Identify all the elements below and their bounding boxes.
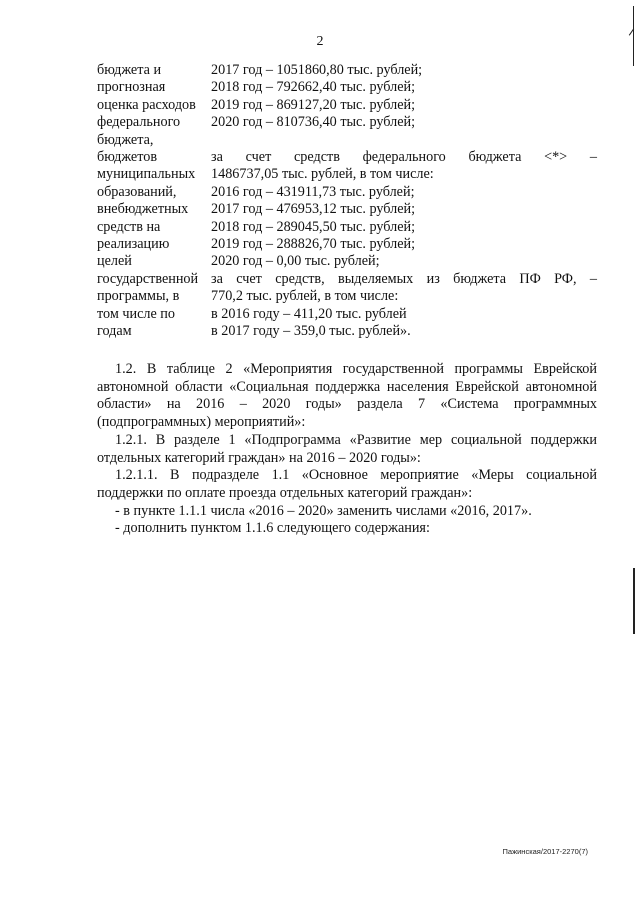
- budget-row-value: 2020 год – 810736,40 тыс. рублей;: [211, 114, 416, 131]
- budget-row: [97, 149, 597, 166]
- budget-row-label: средств на: [97, 218, 161, 235]
- paragraph-replace-numbers: - в пункте 1.1.1 числа «2016 – 2020» заменить числами «2016, 2017».: [115, 502, 532, 519]
- budget-row: [97, 323, 597, 340]
- budget-row-value: [211, 132, 597, 149]
- budget-row: [97, 236, 597, 253]
- paragraph-add-item: - дополнить пунктом 1.1.6 следующего содержания:: [115, 520, 430, 537]
- budget-row-value: 1486737,05 тыс. рублей, в том числе:: [211, 166, 434, 183]
- budget-row-value: 2017 год – 1051860,80 тыс. рублей;: [211, 62, 423, 78]
- budget-row-label: программы, в: [97, 288, 180, 305]
- budget-row-label: внебюджетных: [97, 201, 189, 218]
- budget-row: [97, 271, 597, 288]
- budget-row-label: целей: [97, 253, 132, 270]
- budget-row-value: в 2017 году – 359,0 тыс. рублей».: [211, 323, 411, 340]
- budget-row-label: реализацию: [97, 236, 170, 253]
- edge-mark-middle: [633, 568, 635, 634]
- budget-row: [97, 253, 597, 270]
- footer-code: Пажинская/2017-2270(7): [502, 847, 588, 856]
- budget-row-value: в 2016 году – 411,20 тыс. рублей: [211, 305, 407, 322]
- budget-row: [97, 166, 597, 183]
- budget-row-label: оценка расходов: [97, 96, 196, 113]
- paragraph-1-2: 1.2. В таблице 2 «Мероприятия государственной программы Еврейской автономной области «Социальная поддержка населения Еврейской автономной области» на 2016 – 2020 годы» раздела 7 «Система программных (подпрограммных) мероприятий»:: [97, 361, 597, 431]
- budget-row-label: муниципальных: [97, 166, 196, 183]
- budget-table: [97, 62, 597, 341]
- budget-row: [97, 97, 597, 114]
- budget-row: [97, 184, 597, 201]
- body-text: [97, 361, 597, 538]
- budget-row-label: годам: [97, 323, 132, 340]
- budget-row-label: бюджета и: [97, 62, 162, 78]
- budget-row: [97, 114, 597, 131]
- budget-row-value: за счет средств, выделяемых из бюджета ПФ РФ, –: [211, 270, 597, 287]
- budget-row: [97, 79, 597, 96]
- budget-row-value: 2019 год – 869127,20 тыс. рублей;: [211, 96, 416, 113]
- budget-row-value: 2018 год – 792662,40 тыс. рублей;: [211, 79, 416, 96]
- budget-row: [97, 62, 597, 79]
- paragraph-1-2-1: 1.2.1. В разделе 1 «Подпрограмма «Развитие мер социальной поддержки отдельных категорий граждан» на 2016 – 2020 годы»:: [97, 431, 597, 466]
- budget-row-label: государственной: [97, 270, 199, 287]
- budget-row-value: 2017 год – 476953,12 тыс. рублей;: [211, 201, 416, 218]
- budget-row-label: бюджетов: [97, 149, 158, 166]
- budget-row-value: 770,2 тыс. рублей, в том числе:: [211, 288, 399, 305]
- budget-row-value: 2020 год – 0,00 тыс. рублей;: [211, 253, 380, 270]
- budget-row: [97, 288, 597, 305]
- budget-row-value: за счет средств федерального бюджета <*> –: [211, 149, 597, 166]
- edge-mark-top: [633, 6, 634, 66]
- budget-row: [97, 201, 597, 218]
- budget-row-label: прогнозная: [97, 79, 166, 96]
- budget-row-label: бюджета,: [97, 131, 154, 148]
- budget-row: [97, 219, 597, 236]
- budget-row-label: федерального: [97, 114, 181, 131]
- budget-row: [97, 306, 597, 323]
- page-number: 2: [316, 34, 324, 49]
- budget-row: [97, 132, 597, 149]
- budget-row-label: том числе по: [97, 305, 175, 322]
- paragraph-1-2-1-1: 1.2.1.1. В подразделе 1.1 «Основное мероприятие «Меры социальной поддержки по оплате проезда отдельных категорий граждан»:: [97, 467, 597, 501]
- budget-row-value: 2018 год – 289045,50 тыс. рублей;: [211, 218, 416, 235]
- budget-row-value: 2016 год – 431911,73 тыс. рублей;: [211, 183, 415, 200]
- budget-row-value: 2019 год – 288826,70 тыс. рублей;: [211, 236, 416, 253]
- budget-row-label: образований,: [97, 183, 177, 200]
